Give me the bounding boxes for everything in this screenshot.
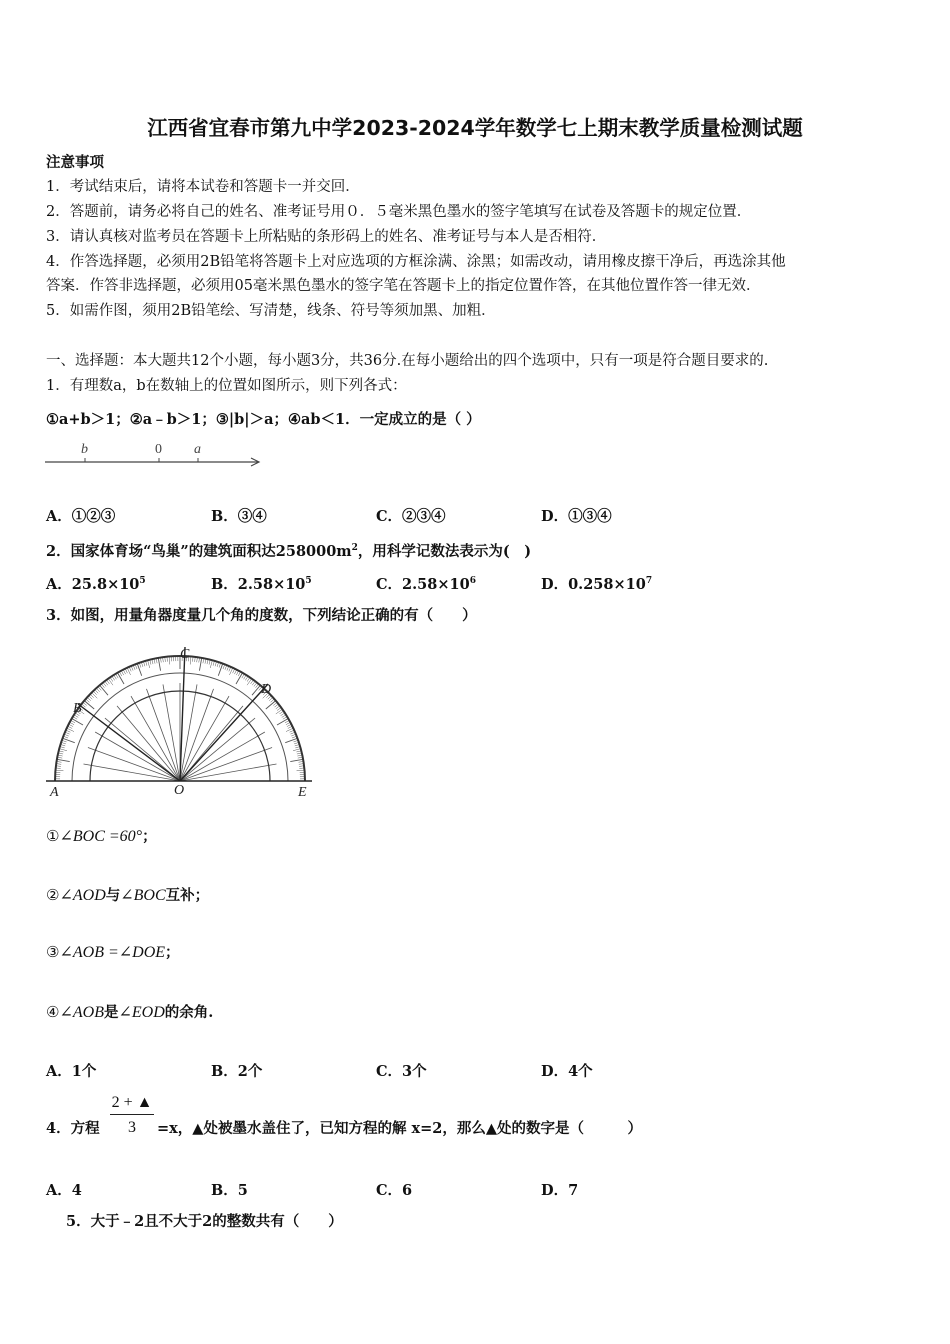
- q1-option-a[interactable]: A．①②③: [46, 508, 116, 525]
- protractor-inner-tick: [105, 718, 111, 723]
- q1-option-b[interactable]: B．③④: [211, 508, 267, 525]
- label-a: a: [194, 442, 201, 457]
- exam-title: 江西省宜春市第九中学2023-2024学年数学七上期末教学质量检测试题: [147, 116, 803, 140]
- protractor-inner-tick: [269, 764, 277, 765]
- protractor-tick: [148, 660, 150, 668]
- point-label-b: B: [73, 701, 82, 716]
- protractor-inner-tick: [131, 696, 135, 703]
- q2-stem: 2．国家体育场“鸟巢”的建筑面积达$258000m^2$，用科学记数法表示为( ): [46, 542, 532, 560]
- q2-option-a[interactable]: A．$25.8\times 10^5$: [46, 576, 146, 593]
- q2-option-b[interactable]: B．$2.58\times 10^5$: [211, 576, 312, 593]
- protractor-tick: [59, 749, 67, 751]
- q3-statement-1: ①∠BOC =60°；: [46, 827, 157, 845]
- q4-option-b[interactable]: B．5: [211, 1182, 248, 1199]
- notice-heading: 注意事项: [46, 154, 104, 171]
- protractor-inner-tick: [117, 706, 122, 712]
- q3-option-d[interactable]: D．4个: [541, 1063, 593, 1080]
- protractor-tick: [169, 656, 170, 664]
- protractor-inner-tick: [211, 689, 214, 697]
- q3-statement-4: ④∠AOB是∠EOD的余角.: [46, 1003, 214, 1021]
- q5-stem: 5．大于﹣2且不大于2的整数共有（ ）: [66, 1213, 343, 1230]
- notice-item: 答案．作答非选择题，必须用05毫米黑色墨水的签字笔在答题卡上的指定位置作答，在其他位置作答一律无效．: [46, 278, 761, 294]
- protractor-tick: [210, 660, 212, 668]
- protractor-tick: [247, 679, 252, 686]
- protractor-inner-tick: [225, 696, 229, 703]
- protractor-tick: [108, 679, 113, 686]
- q4-option-d[interactable]: D．7: [541, 1182, 579, 1199]
- point-label-o: O: [174, 783, 185, 798]
- protractor-inner-tick: [265, 747, 273, 750]
- protractor-tick: [218, 664, 222, 676]
- label-b: b: [81, 442, 88, 457]
- protractor-tick: [290, 759, 303, 761]
- protractor-inner-tick: [249, 718, 255, 723]
- q1-conditions: ①a+b＞1；②a﹣b＞1；③|b|＞a；④ab＜1．一定成立的是（ ）: [46, 411, 481, 428]
- protractor-inner-tick: [258, 732, 265, 736]
- q1-stem: 1．有理数a，b在数轴上的位置如图所示，则下列各式：: [46, 378, 407, 394]
- q4-fraction: [108, 1092, 156, 1139]
- q2-option-d[interactable]: D．$0.258\times 10^7$: [541, 576, 653, 593]
- protractor-tick: [63, 738, 75, 742]
- point-label-c: C: [180, 647, 190, 662]
- number-line-figure: [40, 436, 270, 476]
- point-label-a: A: [50, 785, 59, 800]
- protractor-tick: [276, 709, 283, 714]
- label-zero: 0: [155, 442, 162, 457]
- protractor-figure: [40, 640, 330, 805]
- protractor-tick: [297, 770, 305, 771]
- protractor-tick: [199, 658, 201, 671]
- ray-oc: [180, 647, 185, 781]
- ray-od: [180, 684, 268, 781]
- q3-statement-2: ②∠AOD与∠BOC互补；: [46, 886, 210, 904]
- protractor-tick: [55, 770, 63, 771]
- protractor-inner-tick: [88, 747, 96, 750]
- q4-option-a[interactable]: A．4: [46, 1182, 82, 1199]
- q3-statement-3: ③∠AOB =∠DOE；: [46, 943, 180, 961]
- protractor-inner-tick: [95, 732, 102, 736]
- protractor-tick: [158, 658, 160, 671]
- protractor-tick: [285, 738, 297, 742]
- protractor-inner-tick: [238, 706, 243, 712]
- protractor-tick: [293, 749, 301, 751]
- fraction-numerator: 2 + ▲: [111, 1094, 153, 1111]
- point-label-e: E: [298, 785, 307, 800]
- q3-option-b[interactable]: B．2个: [211, 1063, 263, 1080]
- protractor-inner-tick: [146, 689, 149, 697]
- q1-option-d[interactable]: D．①③④: [541, 508, 612, 525]
- protractor-tick: [137, 664, 141, 676]
- notice-item: 2．答题前，请务必将自己的姓名、准考证号用０．５毫米黑色墨水的签字笔填写在试卷及答题卡的规定位置．: [46, 204, 752, 220]
- q3-option-a[interactable]: A．1个: [46, 1063, 97, 1080]
- q1-option-c[interactable]: C．②③④: [376, 508, 446, 525]
- protractor-tick: [190, 656, 191, 664]
- protractor-inner-tick: [83, 764, 91, 765]
- fraction-denominator: 3: [128, 1119, 136, 1136]
- notice-item: 4．作答选择题，必须用2B铅笔将答题卡上对应选项的方框涂满、涂黑；如需改动，请用橡皮擦干净后，再选涂其他: [46, 254, 786, 270]
- notice-item: 5．如需作图，须用2B铅笔绘、写清楚，线条、符号等须加黑、加粗．: [46, 303, 496, 319]
- q4-prefix: 4．方程: [46, 1120, 100, 1137]
- point-label-d: D: [261, 682, 272, 697]
- q4-rest: =x，▲处被墨水盖住了，已知方程的解 x=2，那么▲处的数字是（ ）: [157, 1120, 643, 1137]
- protractor-tick: [57, 759, 70, 761]
- section-heading: 一、选择题：本大题共12个小题，每小题3分，共36分.在每小题给出的四个选项中，只有一项是符合题目要求的.: [46, 353, 769, 369]
- protractor-inner-tick: [163, 684, 164, 692]
- protractor-tick: [92, 693, 98, 699]
- q3-option-c[interactable]: C．3个: [376, 1063, 427, 1080]
- ray-ob: [78, 704, 180, 781]
- notice-item: 3．请认真核对监考员在答题卡上所粘贴的条形码上的姓名、准考证号与本人是否相符．: [46, 229, 607, 245]
- q4-option-c[interactable]: C．6: [376, 1182, 413, 1199]
- notice-item: 1．考试结束后，请将本试卷和答题卡一并交回．: [46, 179, 360, 195]
- q2-option-c[interactable]: C．$2.58\times 10^6$: [376, 576, 476, 593]
- q3-stem: 3．如图，用量角器度量几个角的度数，下列结论正确的有（ ）: [46, 607, 477, 624]
- protractor-inner-tick: [196, 684, 197, 692]
